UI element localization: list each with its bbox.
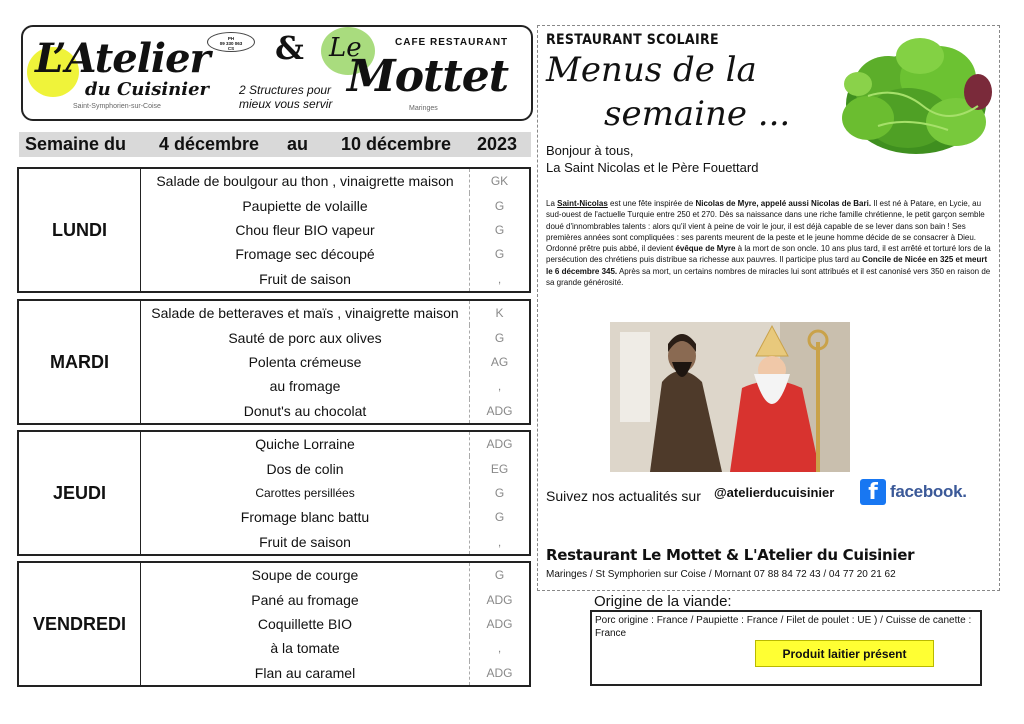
dish: Pané au fromage xyxy=(251,591,359,608)
dish: Coquillette BIO xyxy=(257,615,353,632)
allergen-code: G xyxy=(469,218,529,242)
dish: à la tomate xyxy=(270,640,340,657)
allergen-code: GK xyxy=(469,169,529,193)
origine-text: Porc origine : France / Paupiette : France / Filet de poulet : UE ) / Cuisse de canette : France xyxy=(595,615,972,639)
menus-title-line-2: semaine ... xyxy=(604,94,791,134)
menu-row xyxy=(141,325,529,349)
allergen-code: K xyxy=(469,301,529,325)
dish: Dos de colin xyxy=(266,460,344,477)
menu-rows xyxy=(141,301,529,423)
menu-row xyxy=(141,587,529,611)
menu-row xyxy=(141,563,529,587)
menu-row xyxy=(141,432,529,456)
allergen-code: G xyxy=(469,481,529,505)
dish: Chou fleur BIO vapeur xyxy=(235,221,375,238)
menu-row xyxy=(141,169,529,193)
week-label: Semaine du xyxy=(25,134,127,154)
dish: Donut's au chocolat xyxy=(243,402,367,419)
story-bold: évêque de Myre xyxy=(675,244,736,254)
story-text: La xyxy=(546,199,558,208)
menu-row xyxy=(141,456,529,480)
menu-row xyxy=(141,505,529,529)
allergen-code: ADG xyxy=(469,661,529,685)
dish: Salade de boulgour au thon , vinaigrette maison xyxy=(156,173,454,190)
dish: Fromage sec découpé xyxy=(235,246,375,263)
info-panel xyxy=(537,25,1000,591)
story-saint-nicolas: Saint-Nicolas xyxy=(557,199,608,208)
greeting-line-2: La Saint Nicolas et le Père Fouettard xyxy=(546,160,759,175)
menu-row xyxy=(141,374,529,398)
week-year: 2023 xyxy=(477,134,518,154)
origine-title: Origine de la viande: xyxy=(594,593,732,610)
allergen-code: G xyxy=(469,325,529,349)
ampersand: & xyxy=(275,29,304,67)
dish: au fromage xyxy=(269,378,341,395)
week-end: 10 décembre xyxy=(341,134,452,154)
logo-mottet-place: Maringes xyxy=(409,105,438,112)
day-name: VENDREDI xyxy=(19,563,141,685)
logo-atelier: L’Atelier xyxy=(35,35,210,82)
story-text: à la mort de son oncle. 10 ans plus tard, il est arrêté et torturé lors de la persécution des chrétiens puis distribue sa richesse aux pauvres. Il participe plus tard au xyxy=(546,244,991,265)
logo-banner xyxy=(21,25,533,121)
restaurant-scolaire-heading: RESTAURANT SCOLAIRE xyxy=(546,32,719,48)
dish: Salade de betteraves et maïs , vinaigrette maison xyxy=(151,305,459,322)
dish: Quiche Lorraine xyxy=(255,436,355,453)
lettuce-illustration xyxy=(828,26,998,166)
dish: Fruit de saison xyxy=(259,533,351,550)
social-handle[interactable]: @atelierducuisinier xyxy=(714,485,835,500)
allergen-code: G xyxy=(469,563,529,587)
allergen-code: G xyxy=(469,242,529,266)
menu-row xyxy=(141,399,529,423)
menu-row xyxy=(141,530,529,554)
tagline-line-2: mieux vous servir xyxy=(239,97,333,111)
day-table-mardi xyxy=(17,299,531,425)
week-start: 4 décembre xyxy=(159,134,260,154)
story-bold: Nicolas de Myre, appelé aussi Nicolas de Bari. xyxy=(695,199,872,208)
phone-stamp-line: PH xyxy=(227,36,235,41)
dish: Fromage blanc battu xyxy=(240,509,370,526)
produit-laitier-badge: Produit laitier présent xyxy=(755,640,934,667)
allergen-code: , xyxy=(469,374,529,398)
facebook-logo[interactable] xyxy=(860,476,976,508)
logo-mottet: Mottet xyxy=(347,51,509,102)
story-text: est une fête inspirée de xyxy=(607,199,696,208)
menu-rows xyxy=(141,563,529,685)
day-table-lundi xyxy=(17,167,531,293)
allergen-code: ADG xyxy=(469,399,529,423)
dish: Sauté de porc aux olives xyxy=(228,329,382,346)
phone-stamp xyxy=(207,32,255,52)
tagline xyxy=(239,83,332,111)
tagline-line-1: 2 Structures pour xyxy=(239,83,332,97)
allergen-code: , xyxy=(469,267,529,291)
day-table-vendredi xyxy=(17,561,531,687)
cafe-restaurant-label: CAFE RESTAURANT xyxy=(395,37,509,48)
dish: Paupiette de volaille xyxy=(242,197,368,214)
story-bold: Concile de Nicée en 325 et meurt le 6 décembre 345. xyxy=(546,255,988,276)
menu-row xyxy=(141,267,529,291)
allergen-code: ADG xyxy=(469,612,529,636)
story-text: Il est né à Patare, en Lycie, au sud-ouest de l'actuelle Turquie entre 250 et 270. Dès sa naissance dans une riche famille chrétienne, le petit garçon semble doué d'innombrables talents : alors qu'il vient à peine de voir le jour, il est déjà capable de se lever dans son bain ! Ses premières années sont compliquées : ses parents meurent de la peste et le jeune homme décide de se consacrer à Dieu. Ordonné prêtre puis abbé, il devient xyxy=(546,199,985,254)
facebook-icon: f xyxy=(860,479,886,505)
allergen-code: G xyxy=(469,193,529,217)
saint-nicolas-story xyxy=(546,198,992,288)
menu-row xyxy=(141,193,529,217)
week-connector: au xyxy=(287,134,309,154)
day-name: MARDI xyxy=(19,301,141,423)
follow-label: Suivez nos actualités sur xyxy=(546,488,701,504)
menu-row xyxy=(141,661,529,685)
contact-info: Maringes / St Symphorien sur Coise / Mornant 07 88 84 72 43 / 04 77 20 21 62 xyxy=(546,569,896,580)
phone-stamp-line: CS xyxy=(227,46,235,51)
logo-cuisinier: du Cuisinier xyxy=(85,79,210,100)
allergen-code: EG xyxy=(469,456,529,480)
allergen-code: , xyxy=(469,636,529,660)
story-text: Après sa mort, un certains nombres de miracles lui sont attribués et il est canonisé vers 350 en raison de sa grande générosité. xyxy=(546,266,991,288)
dish: Flan au caramel xyxy=(254,664,356,681)
phone-stamp-line: 09 330 063 xyxy=(219,41,243,46)
dish: Soupe de courge xyxy=(251,567,359,584)
greeting-line-1: Bonjour à tous, xyxy=(546,143,634,158)
menu-row xyxy=(141,612,529,636)
saint-nicolas-photo-drawing xyxy=(610,322,850,472)
logo-atelier-place: Saint-Symphorien-sur-Coise xyxy=(73,103,161,110)
allergen-code: ADG xyxy=(469,432,529,456)
menu-row xyxy=(141,481,529,505)
day-table-jeudi xyxy=(17,430,531,556)
dish: Carottes persillées xyxy=(255,485,355,500)
menu-rows xyxy=(141,432,529,554)
menu-row xyxy=(141,218,529,242)
day-name: LUNDI xyxy=(19,169,141,291)
allergen-code: G xyxy=(469,505,529,529)
logo-le: Le xyxy=(329,33,362,63)
restaurant-name: Restaurant Le Mottet & L'Atelier du Cuisinier xyxy=(546,546,915,564)
facebook-wordmark: facebook. xyxy=(890,482,967,501)
dish: Polenta crémeuse xyxy=(248,353,362,370)
menu-row xyxy=(141,350,529,374)
menu-row xyxy=(141,301,529,325)
menu-rows xyxy=(141,169,529,291)
day-name: JEUDI xyxy=(19,432,141,554)
allergen-code: AG xyxy=(469,350,529,374)
saint-nicolas-photo xyxy=(610,322,850,472)
menu-row xyxy=(141,636,529,660)
greeting xyxy=(546,142,758,176)
dish: Fruit de saison xyxy=(259,270,351,287)
menu-row xyxy=(141,242,529,266)
menus-title-line-1: Menus de la xyxy=(546,50,757,90)
allergen-code: , xyxy=(469,530,529,554)
week-bar xyxy=(19,132,531,157)
allergen-code: ADG xyxy=(469,587,529,611)
